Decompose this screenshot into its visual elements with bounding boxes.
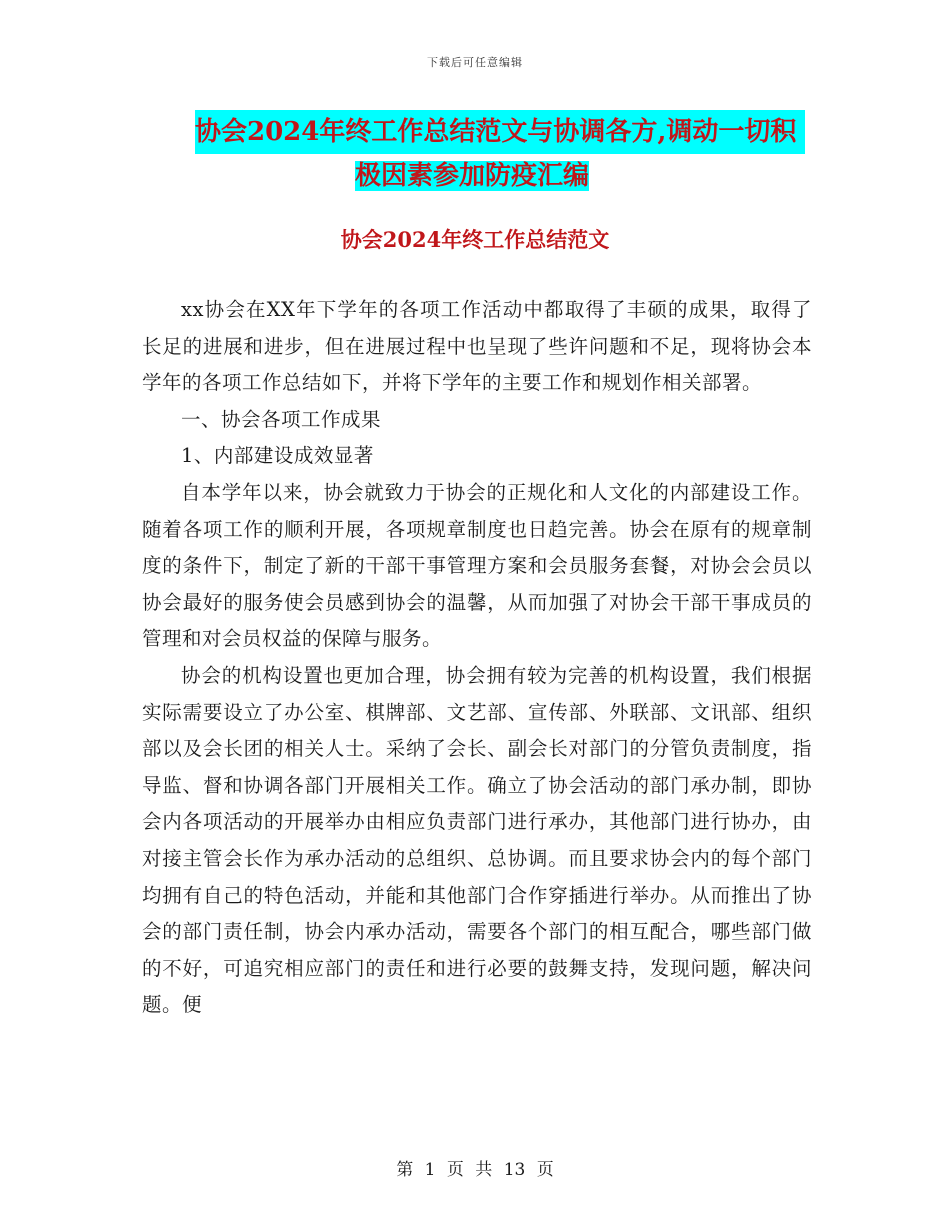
page-footer: 第 1 页 共 13 页 xyxy=(396,1160,554,1180)
heading-achievements: 一、协会各项工作成果 xyxy=(181,407,382,431)
paragraph-organization: 协会的机构设置也更加合理，协会拥有较为完善的机构设置，我们根据实际需要设立了办公室、棋牌部、文艺部、宣传部、外联部、文讯部、组织部以及会长团的相关人士。采纳了会长、副会长对部门的分管负责制度，指导监、督和协调各部门开展相关工作。确立了协会活动的部门承办制，即协会内各项活动的开展举办由相应负责部门进行承办，其他部门进行协办，由对接主管会长作为承办活动的总组织、总协调。而且要求协会内的每个部门均拥有自己的特色活动，并能和其他部门合作穿插进行举办。从而推出了协会的部门责任制，协会内承办活动，需要各个部门的相互配合，哪些部门做的不好，可追究相应部门的责任和进行必要的鼓舞支持，发现问题，解决问题。便 xyxy=(142,663,812,1017)
section-title: 协会2024年终工作总结范文 xyxy=(340,227,610,252)
header-note: 下载后可任意编辑 xyxy=(427,56,523,69)
title-line-1: 协会2024年终工作总结范文与协调各方,调动一切积 xyxy=(195,110,805,154)
title-line-2-wrapper xyxy=(195,154,589,198)
heading-internal-construction: 1、内部建设成效显著 xyxy=(181,444,374,468)
paragraph-internal-construction: 自本学年以来，协会就致力于协会的正规化和人文化的内部建设工作。随着各项工作的顺利开展，各项规章制度也日趋完善。协会在原有的规章制度的条件下，制定了新的干部干事管理方案和会员服务套餐，对协会会员以协会最好的服务使会员感到协会的温馨，从而加强了对协会干部干事成员的管理和对会员权益的保障与服务。 xyxy=(142,480,812,651)
document-body xyxy=(142,292,812,1024)
paragraph-intro: xx协会在XX年下学年的各项工作活动中都取得了丰硕的成果，取得了长足的进展和进步，但在进展过程中也呈现了些许问题和不足，现将协会本学年的各项工作总结如下，并将下学年的主要工作和规划作相关部署。 xyxy=(142,298,812,395)
document-title xyxy=(195,110,805,198)
title-line-2: 极因素参加防疫汇编 xyxy=(355,161,590,191)
